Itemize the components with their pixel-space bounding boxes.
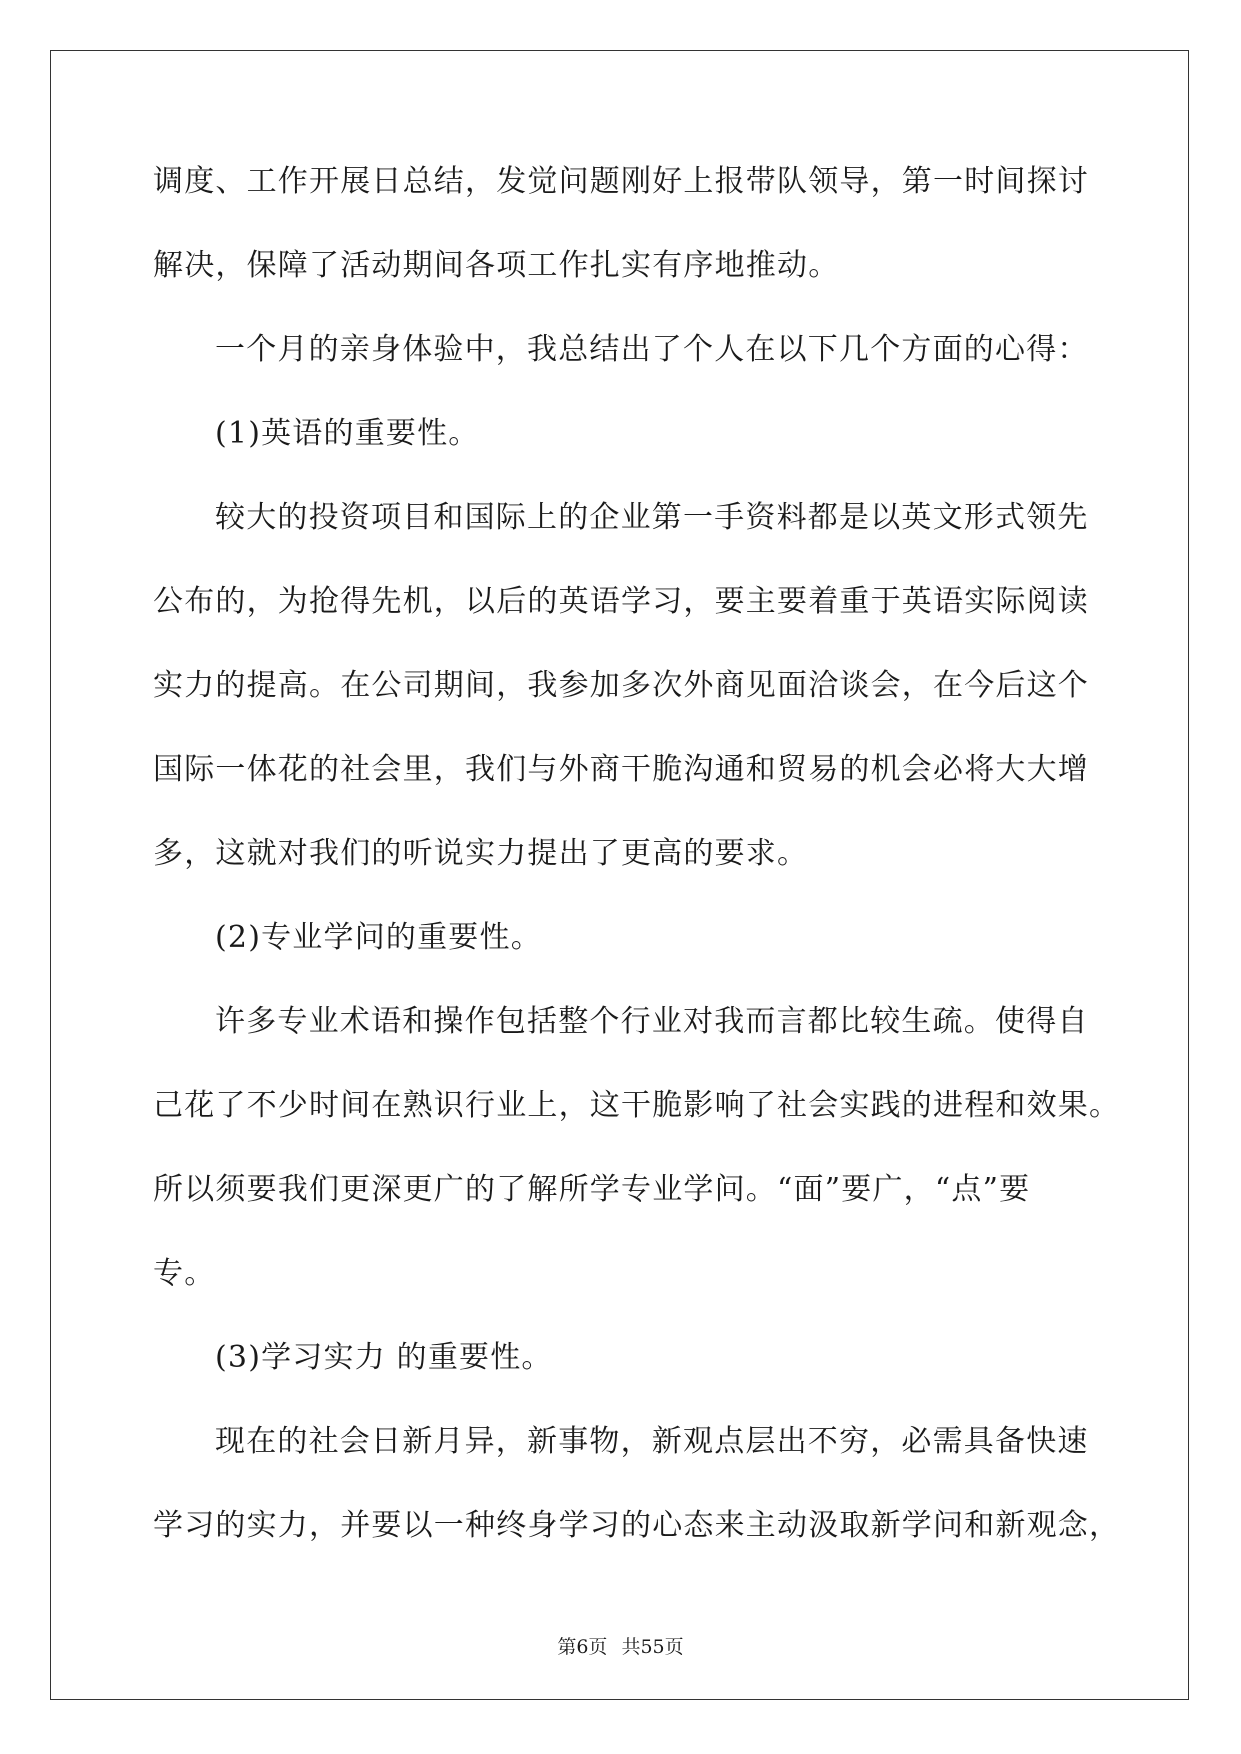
text-line: 所以须要我们更深更广的了解所学专业学问。“面”要广，“点”要 [153,1172,1031,1207]
page-number: 第6页 [557,1636,608,1658]
text-line: 实力的提高。在公司期间，我参加多次外商见面洽谈会，在今后这个 [153,668,1089,703]
text-line: 多，这就对我们的听说实力提出了更高的要求。 [153,836,809,871]
text-line: 调度、工作开展日总结，发觉问题刚好上报带队领导，第一时间探讨 [153,164,1089,199]
page-footer [0,1635,1241,1659]
text-line: 专。 [153,1256,216,1291]
section-heading: (2)专业学问的重要性。 [215,920,542,955]
text-line: 己花了不少时间在熟识行业上，这干脆影响了社会实践的进程和效果。 [153,1088,1121,1123]
text-line: 公布的，为抢得先机，以后的英语学习，要主要着重于英语实际阅读 [153,584,1089,619]
text-line: 现在的社会日新月异，新事物，新观点层出不穷，必需具备快速 [215,1424,1089,1459]
section-heading: (1)英语的重要性。 [215,416,480,451]
text-line: 学习的实力，并要以一种终身学习的心态来主动汲取新学问和新观念， [153,1508,1121,1543]
total-pages: 共55页 [621,1636,684,1658]
text-line: 许多专业术语和操作包括整个行业对我而言都比较生疏。使得自 [215,1004,1089,1039]
text-line: 国际一体花的社会里，我们与外商干脆沟通和贸易的机会必将大大增 [153,752,1089,787]
section-heading: (3)学习实力 的重要性。 [215,1340,553,1375]
text-line: 解决，保障了活动期间各项工作扎实有序地推动。 [153,248,840,283]
text-line: 较大的投资项目和国际上的企业第一手资料都是以英文形式领先 [215,500,1089,535]
text-line: 一个月的亲身体验中，我总结出了个人在以下几个方面的心得： [215,332,1089,367]
